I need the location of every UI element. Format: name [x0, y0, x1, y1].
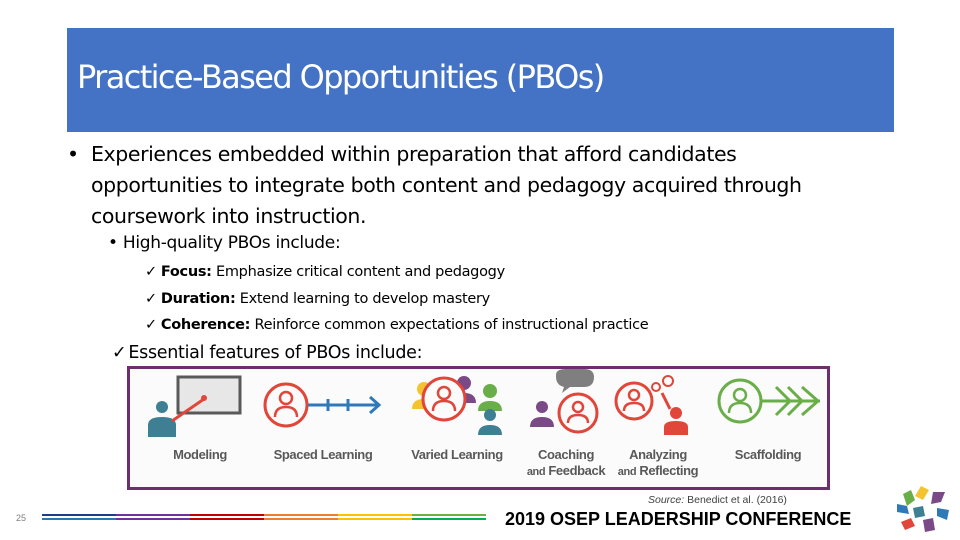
checkmark-icon: ✓ [145, 291, 157, 307]
feature-modeling [130, 369, 270, 487]
feature-label-and: and [526, 466, 546, 478]
feature-label: Modeling [173, 447, 227, 462]
checkmark-icon: ✓ [145, 264, 157, 280]
bullet-high-quality-text: High-quality PBOs include: [122, 233, 341, 253]
checkmark-icon: ✓ [145, 317, 157, 333]
person-branching-arrow-icon [710, 369, 826, 449]
quality-term: Coherence: [160, 317, 251, 333]
feature-spaced-learning [258, 369, 388, 487]
feature-coaching-feedback [522, 369, 610, 487]
conference-title: 2019 OSEP LEADERSHIP CONFERENCE [505, 509, 852, 529]
quality-item-duration [145, 291, 490, 307]
feature-label: Spaced Learning [273, 447, 373, 462]
feature-label-line-2: Feedback [545, 463, 606, 478]
source-citation [648, 494, 787, 506]
feature-scaffolding [710, 369, 826, 487]
features-heading [112, 343, 422, 363]
speech-bubble-people-icon [522, 369, 610, 449]
feature-label: Scaffolding [734, 447, 802, 462]
bullet-marker: • [67, 142, 79, 166]
feature-label [612, 447, 704, 480]
quality-term: Duration: [160, 291, 236, 307]
checkmark-icon: ✓ [112, 343, 127, 363]
quality-item-focus [145, 264, 505, 280]
hands-logo-icon [893, 480, 953, 536]
bullet-high-quality [108, 233, 340, 253]
teacher-at-board-icon [130, 369, 270, 449]
feature-label-line-1: Analyzing [629, 447, 687, 462]
title-bar [67, 28, 894, 132]
quality-description: Reinforce common expectations of instructional practice [250, 317, 649, 333]
feature-label-and: and [617, 466, 637, 478]
source-label: Source: [648, 494, 685, 506]
slide-title: Practice-Based Opportunities (PBOs) [77, 58, 604, 96]
group-of-people-icon [402, 369, 512, 449]
bullet-definition [67, 139, 857, 232]
bullet-marker: • [108, 233, 118, 253]
quality-description: Emphasize critical content and pedagogy [211, 264, 505, 280]
quality-term: Focus: [160, 264, 212, 280]
person-thinking-icon [612, 369, 704, 449]
source-text: Benedict et al. (2016) [684, 494, 787, 506]
feature-label [522, 447, 610, 480]
quality-description: Extend learning to develop mastery [235, 291, 490, 307]
features-graphic [127, 366, 830, 490]
person-arrow-timeline-icon [258, 369, 388, 449]
feature-analyzing-reflecting [612, 369, 704, 487]
feature-label: Varied Learning [411, 447, 503, 462]
page-number: 25 [16, 513, 27, 523]
feature-varied-learning [402, 369, 512, 487]
bullet-definition-text: Experiences embedded within preparation that afford candidates opportunities to integrate both content and pedagogy acquired through coursework into instruction. [91, 142, 802, 228]
features-heading-text: Essential features of PBOs include: [128, 343, 423, 363]
footer-rainbow-line [42, 514, 492, 526]
feature-label-line-2: Reflecting [636, 463, 699, 478]
feature-label-line-1: Coaching [537, 447, 595, 462]
quality-item-coherence [145, 317, 648, 333]
